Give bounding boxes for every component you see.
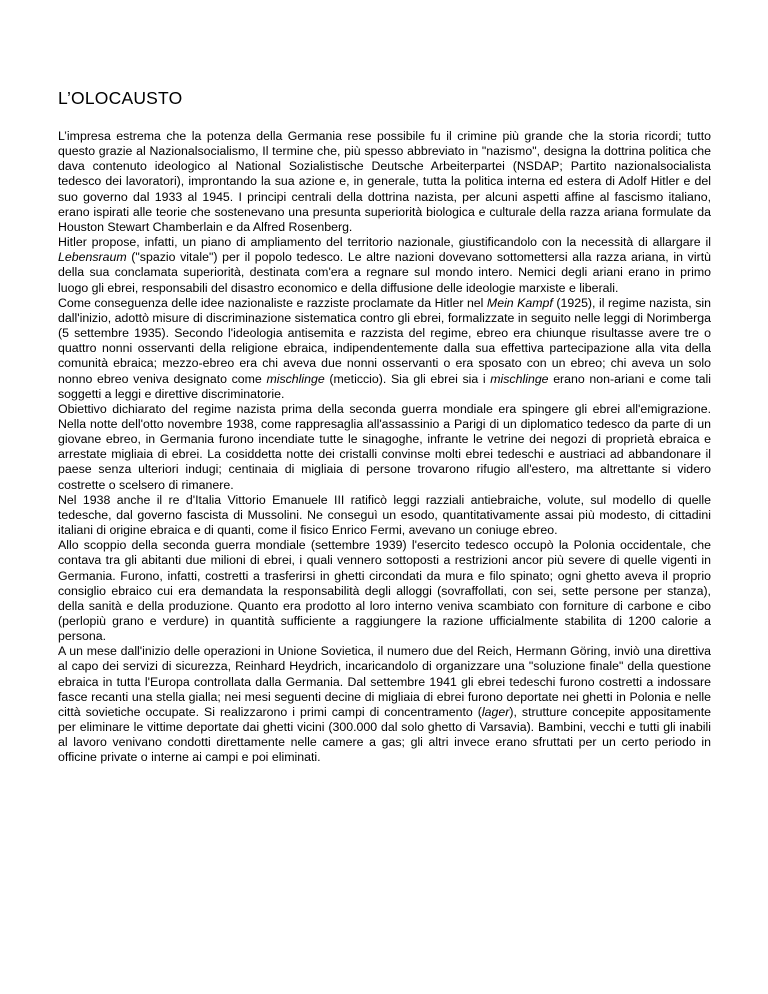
paragraph-text: (meticcio). Sia gli ebrei sia i xyxy=(324,371,491,386)
italic-term: Lebensraum xyxy=(58,250,127,265)
paragraph-text: erano non-ariani e come tali soggetti a leggi e direttive discriminatorie. xyxy=(58,371,711,401)
paragraph-text: ("spazio vitale") per il popolo tedesco. Le altre nazioni dovevano sottomettersi alla razza ariana, in virtù della sua conclamata superiorità, destinata com'era a regnare sul mondo intero. Nemici degli ariani erano in primo luogo gli ebrei, responsabili del disastro economico e della diffusione delle ideologie marxiste e liberali. xyxy=(58,250,711,295)
paragraph xyxy=(58,296,711,402)
paragraph xyxy=(58,493,711,538)
document-page xyxy=(58,88,711,766)
italic-term: lager xyxy=(481,704,510,719)
italic-term: Mein Kampf xyxy=(486,295,553,310)
paragraph-text: Nel 1938 anche il re d'Italia Vittorio Emanuele III ratificò leggi razziali antiebraiche, volute, sul modello di quelle tedesche, dal governo fascista di Mussolini. Ne conseguì un esodo, quantitativamente assai più modesto, di cittadini italiani di origine ebraica e di quanti, come il fisico Enrico Fermi, avevano un coniuge ebreo. xyxy=(58,492,711,538)
paragraph-text: Come conseguenza delle idee nazionaliste e razziste proclamate da Hitler nel xyxy=(58,295,487,310)
paragraph-text: Hitler propose, infatti, un piano di ampliamento del territorio nazionale, giustificandolo con la necessità di allargare il xyxy=(58,235,711,250)
paragraph-text: A un mese dall'inizio delle operazioni in Unione Sovietica, il numero due del Reich, Hermann Göring, inviò una direttiva al capo dei servizi di sicurezza, Reinhard Heydrich, incaricandolo di organizzare una "soluzione finale" della questione ebraica in tutta l'Europa controllata dalla Germania. Dal settembre 1941 gli ebrei tedeschi furono costretti a indossare fasce recanti una stella gialla; nei mesi seguenti decine di migliaia di ebrei furono deportate nei ghetti in Polonia e nelle città sovietiche occupate. Si realizzarono i primi campi di concentramento ( xyxy=(58,644,711,719)
paragraph xyxy=(58,402,711,493)
paragraph xyxy=(58,644,711,765)
document-body xyxy=(58,129,711,766)
italic-term: mischlinge xyxy=(266,371,325,386)
paragraph-text: Allo scoppio della seconda guerra mondiale (settembre 1939) l'esercito tedesco occupò la Polonia occidentale, che contava tra gli abitanti due milioni di ebrei, i quali vennero sottoposti a restrizioni ancor più severe di quelle vigenti in Germania. Furono, infatti, costretti a trasferirsi in ghetti circondati da mura e filo spinato; ogni ghetto aveva il proprio consiglio ebraico cui era demandata la responsabilità degli alloggi (sovraffollati, con sei, sette persone per stanza), della sanità e della produzione. Quanto era prodotto al loro interno veniva scambiato con forniture di carbone e cibo (perlopiù grano e verdure) in quantità sufficiente a raggiungere la razione ufficialmente stabilita di 1200 calorie a persona. xyxy=(58,538,711,644)
italic-term: mischlinge xyxy=(490,371,549,386)
document-title: L’OLOCAUSTO xyxy=(58,88,183,108)
paragraph-text: L’impresa estrema che la potenza della Germania rese possibile fu il crimine più grande che la storia ricordi; tutto questo grazie al Nazionalsocialismo, Il termine che, più spesso abbreviato in "nazismo", designa la dottrina politica che dava contenuto ideologico al National Sozialistische Deutsche Arbeiterpartei (NSDAP; Partito nazionalsocialista tedesco dei lavoratori), improntando la sua azione e, in generale, tutta la politica interna ed estera di Adolf Hitler e del suo governo dal 1933 al 1945. I principi centrali della dottrina nazista, per alcuni aspetti affine al fascismo italiano, erano ispirati alle teorie che sostenevano una presunta superiorità biologica e culturale della razza ariana formulate da Houston Stewart Chamberlain e da Alfred Rosenberg. xyxy=(58,129,711,234)
paragraph-text: (1925), il regime nazista, sin dall'inizio, adottò misure di discriminazione sistematica contro gli ebrei, formalizzate in seguito nelle leggi di Norimberga (5 settembre 1935). Secondo l'ideologia antisemita e razzista del regime, ebreo era chiunque risultasse avere tre o quattro nonni osservanti della religione ebraica, indipendentemente dalla sua effettiva partecipazione alla vita della comunità ebraica; mezzo-ebreo era chi aveva due nonni osservanti o era sposato con un ebreo; chi aveva un solo nonno ebreo veniva designato come xyxy=(58,295,711,386)
paragraph-text: Obiettivo dichiarato del regime nazista prima della seconda guerra mondiale era spingere gli ebrei all'emigrazione. Nella notte dell'otto novembre 1938, come rappresaglia all'assassinio a Parigi di un diplomatico tedesco da parte di un giovane ebreo, in Germania furono incendiate tutte le sinagoghe, infrante le vetrine dei negozi di proprietà ebraica e arrestate migliaia di ebrei. La cosiddetta notte dei cristalli convinse molti ebrei tedeschi e austriaci ad abbandonare il paese senza ulteriori indugi; centinaia di migliaia di persone trovarono rifugio all'estero, ma altrettante si videro costrette o scelsero di rimanere. xyxy=(58,401,711,492)
paragraph-text: ), strutture concepite appositamente per eliminare le vittime deportate dai ghetti vicini (300.000 dal solo ghetto di Varsavia). Bambini, vecchi e tutti gli inabili al lavoro venivano condotti direttamente nelle camere a gas; gli altri invece erano sfruttati per un certo periodo in officine private o interne ai campi e poi eliminati. xyxy=(58,704,712,765)
paragraph xyxy=(58,538,711,644)
paragraph xyxy=(58,235,711,296)
paragraph xyxy=(58,129,711,235)
